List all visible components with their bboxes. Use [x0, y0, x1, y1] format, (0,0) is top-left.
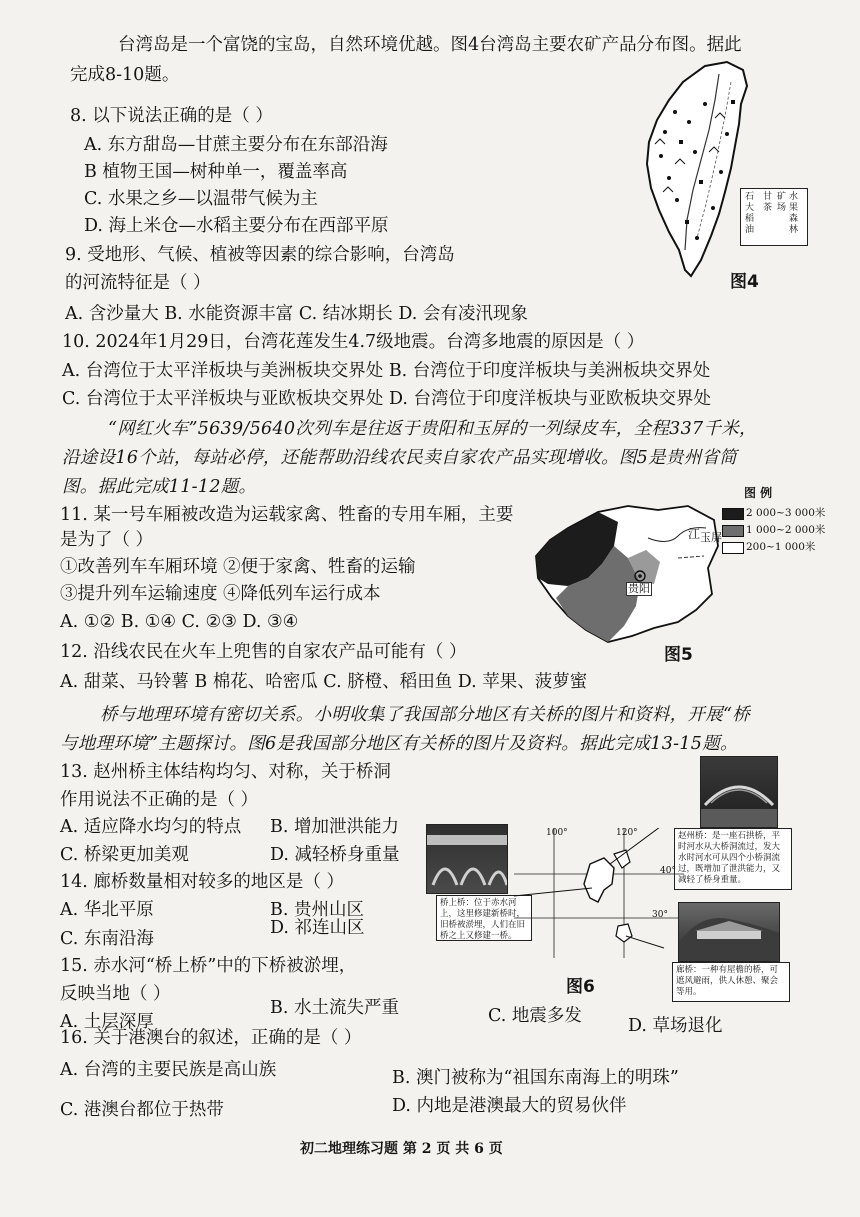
legend-item: 场	[777, 203, 787, 213]
legend-swatch-high	[722, 508, 744, 520]
legend-label: 2 000~3 000米	[746, 507, 826, 519]
intro-taiwan-line1: 台湾岛是一个富饶的宝岛，自然环境优越。图4台湾岛主要农矿产品分布图。据此	[118, 35, 742, 55]
question-16-option-b: B. 澳门被称为“祖国东南海上的明珠”	[392, 1068, 679, 1088]
question-15-option-d: D. 草场退化	[628, 1016, 723, 1036]
map-place-label-yuping: 玉屏	[700, 531, 722, 544]
legend-item: 油	[745, 225, 755, 235]
question-15-stem-line2: 反映当地（ ）	[60, 984, 171, 1004]
question-11-stem-line1: 11. 某一号车厢被改造为运载家禽、牲畜的专用车厢，主要	[60, 505, 514, 525]
question-15-option-b: B. 水土流失严重	[270, 998, 399, 1018]
question-14-option-b: B. 贵州山区	[270, 900, 364, 920]
question-9-options: A. 含沙量大 B. 水能资源丰富 C. 结冰期长 D. 会有凌汛现象	[65, 304, 528, 324]
legend-item: 林	[789, 225, 799, 235]
question-12-options: A. 甜菜、马铃薯 B 棉花、哈密瓜 C. 脐橙、稻田鱼 D. 苹果、菠萝蜜	[60, 672, 588, 692]
figure-4-taiwan-map	[635, 60, 815, 290]
question-14-option-c: C. 东南沿海	[60, 929, 154, 949]
figure-4-caption: 图4	[730, 272, 759, 292]
question-14-option-a: A. 华北平原	[60, 900, 154, 920]
page-footer: 初二地理练习题 第 2 页 共 6 页	[300, 1141, 503, 1157]
question-15-option-c: C. 地震多发	[488, 1006, 582, 1026]
legend-swatch-mid	[722, 525, 744, 537]
legend-label: 1 000~2 000米	[746, 524, 826, 536]
question-10-stem: 10. 2024年1月29日，台湾花莲发生4.7级地震。台湾多地震的原因是（ ）	[62, 332, 645, 352]
intro-train-line2: 沿途设16个站，每站必停，还能帮助沿线农民卖自家农产品实现增收。图5是贵州省简	[62, 448, 738, 468]
legend-item: 茶	[763, 203, 773, 213]
question-13-option-b: B. 增加泄洪能力	[270, 817, 399, 837]
intro-bridge-line2: 与地理环境”主题探讨。图6是我国部分地区有关桥的图片及资料。据此完成13-15题。	[60, 734, 738, 754]
question-8-option-a: A. 东方甜岛—甘蔗主要分布在东部沿海	[84, 135, 388, 155]
question-16-stem: 16. 关于港澳台的叙述，正确的是（ ）	[60, 1028, 362, 1048]
question-13-option-a: A. 适应降水均匀的特点	[60, 817, 242, 837]
question-11-choices-1: ①改善列车车厢环境 ②便于家禽、牲畜的运输	[60, 557, 416, 577]
question-13-option-c: C. 桥梁更加美观	[60, 845, 189, 865]
legend-label: 200~1 000米	[746, 541, 816, 553]
legend-item: 甘	[763, 192, 773, 202]
legend-item: 果	[789, 203, 799, 213]
note-bridge-on-bridge: 桥上桥：位于赤水河上，这里修建新桥时，旧桥被淤埋，人们在旧桥之上又修建一桥。	[436, 895, 532, 941]
map-longitude-100: 100°	[546, 828, 568, 838]
intro-bridge-line1: 桥与地理环境有密切关系。小明收集了我国部分地区有关桥的图片和资料，开展“桥	[100, 705, 751, 725]
bridge-on-bridge-photo	[426, 824, 508, 894]
question-11-choices-2: ③提升列车运输速度 ④降低列车运行成本	[60, 584, 381, 604]
question-8-option-b: B 植物王国—树种单一，覆盖率高	[84, 162, 348, 182]
question-8-stem: 8. 以下说法正确的是（ ）	[70, 106, 273, 126]
figure-5-caption: 图5	[664, 645, 693, 665]
question-11-stem-line2: 是为了（ ）	[60, 530, 154, 550]
question-16-option-a: A. 台湾的主要民族是高山族	[60, 1060, 277, 1080]
question-12-stem: 12. 沿线农民在火车上兜售的自家农产品可能有（ ）	[60, 642, 467, 662]
question-9-stem-line2: 的河流特征是（ ）	[65, 273, 211, 293]
intro-taiwan-line2: 完成8-10题。	[70, 65, 180, 85]
figure-6-china-outline-map	[514, 828, 684, 958]
note-covered-bridge: 廊桥：一种有屋檐的桥，可遮风避雨，供人休憩、聚会等用。	[672, 962, 790, 1002]
question-13-stem-line2: 作用说法不正确的是（ ）	[60, 790, 259, 810]
legend-item: 水	[789, 192, 799, 202]
question-16-option-c: C. 港澳台都位于热带	[60, 1100, 224, 1120]
intro-train-line1: “网红火车”5639/5640次列车是往返于贵阳和玉屏的一列绿皮车，全程337千米，	[108, 419, 757, 439]
question-13-stem-line1: 13. 赵州桥主体结构均匀、对称，关于桥洞	[60, 762, 391, 782]
question-11-options: A. ①② B. ①④ C. ②③ D. ③④	[60, 612, 299, 632]
question-14-option-d: D. 祁连山区	[270, 918, 365, 938]
question-15-stem-line1: 15. 赤水河“桥上桥”中的下桥被淤埋，	[60, 956, 357, 976]
map-latitude-30: 30°	[652, 910, 668, 920]
question-14-stem: 14. 廊桥数量相对较多的地区是（ ）	[60, 872, 344, 892]
legend-item: 矿	[777, 192, 787, 202]
legend-item: 森	[789, 214, 799, 224]
question-10-options-ab: A. 台湾位于太平洋板块与美洲板块交界处 B. 台湾位于印度洋板块与美洲板块交界处	[62, 361, 711, 381]
figure-4-legend	[740, 188, 808, 246]
map-city-label-guiyang: 贵阳	[628, 582, 650, 595]
legend-item: 稻	[745, 214, 755, 224]
figure-5-guizhou-map	[528, 498, 728, 648]
map-longitude-120: 120°	[616, 828, 638, 838]
question-15-option-a: A. 土层深厚	[60, 1012, 154, 1032]
question-8-option-d: D. 海上米仓—水稻主要分布在西部平原	[84, 216, 389, 236]
covered-bridge-photo	[678, 902, 780, 962]
map-river-label: 江	[688, 527, 701, 541]
zhaozhou-bridge-photo	[700, 756, 778, 828]
legend-item: 大	[745, 203, 755, 213]
intro-train-line3: 图。据此完成11-12题。	[62, 477, 257, 497]
question-9-stem-line1: 9. 受地形、气候、植被等因素的综合影响，台湾岛	[65, 245, 455, 265]
legend-swatch-low	[722, 542, 744, 554]
map-latitude-40: 40°	[660, 866, 676, 876]
question-8-option-c: C. 水果之乡—以温带气候为主	[84, 189, 318, 209]
figure-6-caption: 图6	[566, 977, 595, 997]
figure-5-legend-title: 图 例	[744, 486, 773, 500]
question-13-option-d: D. 减轻桥身重量	[270, 845, 400, 865]
note-zhaozhou-bridge: 赵州桥：是一座石拱桥，平时河水从大桥洞流过，发大水时河水可从四个小桥洞流过，既增加了泄洪能力，又减轻了桥身重量。	[674, 828, 792, 890]
question-10-options-cd: C. 台湾位于太平洋板块与亚欧板块交界处 D. 台湾位于印度洋板块与亚欧板块交界处	[62, 389, 711, 409]
legend-item: 石	[745, 192, 755, 202]
question-16-option-d: D. 内地是港澳最大的贸易伙伴	[392, 1096, 627, 1116]
